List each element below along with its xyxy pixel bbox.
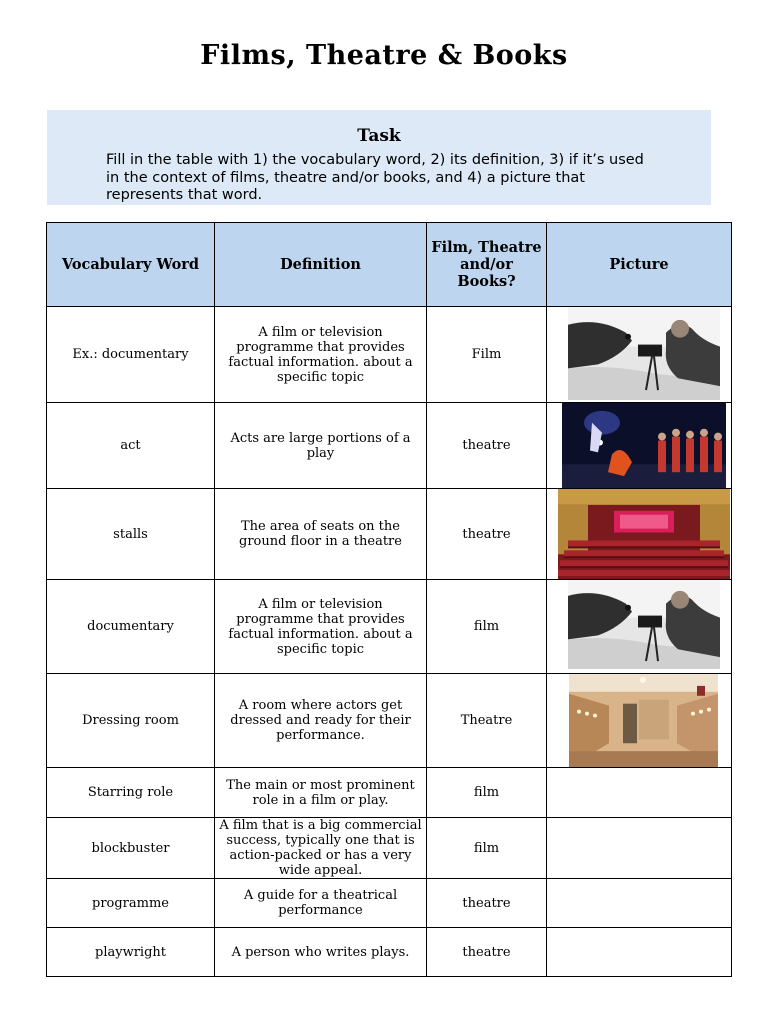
cell-picture: [547, 928, 732, 977]
cell-picture: [547, 674, 732, 768]
cell-word: stalls: [47, 489, 215, 580]
header-vocabulary-word: Vocabulary Word: [47, 223, 215, 307]
cell-definition: A film or television programme that provides factual information. about a specific topic: [215, 307, 427, 403]
cell-word: act: [47, 403, 215, 489]
photographer-seal-photo: [568, 580, 720, 669]
cell-definition: A room where actors get dressed and ready for their performance.: [215, 674, 427, 768]
cell-context: theatre: [427, 403, 547, 489]
task-instructions: Fill in the table with 1) the vocabulary word, 2) its definition, 3) if it’s used in the context of films, theatre and/or books, and 4) a picture that represents that word.: [106, 152, 644, 203]
cell-word: Ex.: documentary: [47, 307, 215, 403]
header-definition: Definition: [215, 223, 427, 307]
table-row: [47, 674, 732, 768]
vocabulary-table: [46, 222, 732, 977]
task-heading: Task: [357, 126, 401, 146]
dressing-room-photo: [569, 674, 718, 767]
cell-definition: The main or most prominent role in a film or play.: [215, 768, 427, 818]
cell-picture: [547, 818, 732, 879]
table-row: [47, 928, 732, 977]
cell-word: Starring role: [47, 768, 215, 818]
cell-word: programme: [47, 879, 215, 928]
header-context: Film, Theatre and/or Books?: [427, 223, 547, 307]
cell-word: documentary: [47, 580, 215, 674]
cell-context: film: [427, 768, 547, 818]
table-row: [47, 307, 732, 403]
table-row: [47, 879, 732, 928]
header-picture: Picture: [547, 223, 732, 307]
table-row: [47, 818, 732, 879]
table-header-row: [47, 223, 732, 307]
table-row: [47, 768, 732, 818]
table-row: [47, 580, 732, 674]
cell-picture: [547, 307, 732, 403]
cell-definition: A film that is a big commercial success, typically one that is action-packed or has a very wide appeal.: [215, 818, 427, 879]
stage-performance-photo: [562, 403, 726, 488]
theatre-auditorium-photo: [558, 489, 730, 579]
table-row: [47, 489, 732, 580]
cell-definition: A guide for a theatrical performance: [215, 879, 427, 928]
page-title: Films, Theatre & Books: [200, 40, 568, 71]
task-box: [47, 110, 711, 205]
cell-word: Dressing room: [47, 674, 215, 768]
cell-picture: [547, 489, 732, 580]
cell-context: Theatre: [427, 674, 547, 768]
cell-word: playwright: [47, 928, 215, 977]
cell-definition: Acts are large portions of a play: [215, 403, 427, 489]
cell-definition: A film or television programme that provides factual information. about a specific topic: [215, 580, 427, 674]
cell-context: film: [427, 818, 547, 879]
cell-context: theatre: [427, 928, 547, 977]
cell-word: blockbuster: [47, 818, 215, 879]
cell-context: film: [427, 580, 547, 674]
photographer-seal-photo: [568, 307, 720, 400]
table-row: [47, 403, 732, 489]
cell-definition: A person who writes plays.: [215, 928, 427, 977]
cell-picture: [547, 580, 732, 674]
cell-context: Film: [427, 307, 547, 403]
cell-picture: [547, 879, 732, 928]
cell-picture: [547, 403, 732, 489]
cell-context: theatre: [427, 489, 547, 580]
cell-context: theatre: [427, 879, 547, 928]
cell-definition: The area of seats on the ground floor in a theatre: [215, 489, 427, 580]
cell-picture: [547, 768, 732, 818]
